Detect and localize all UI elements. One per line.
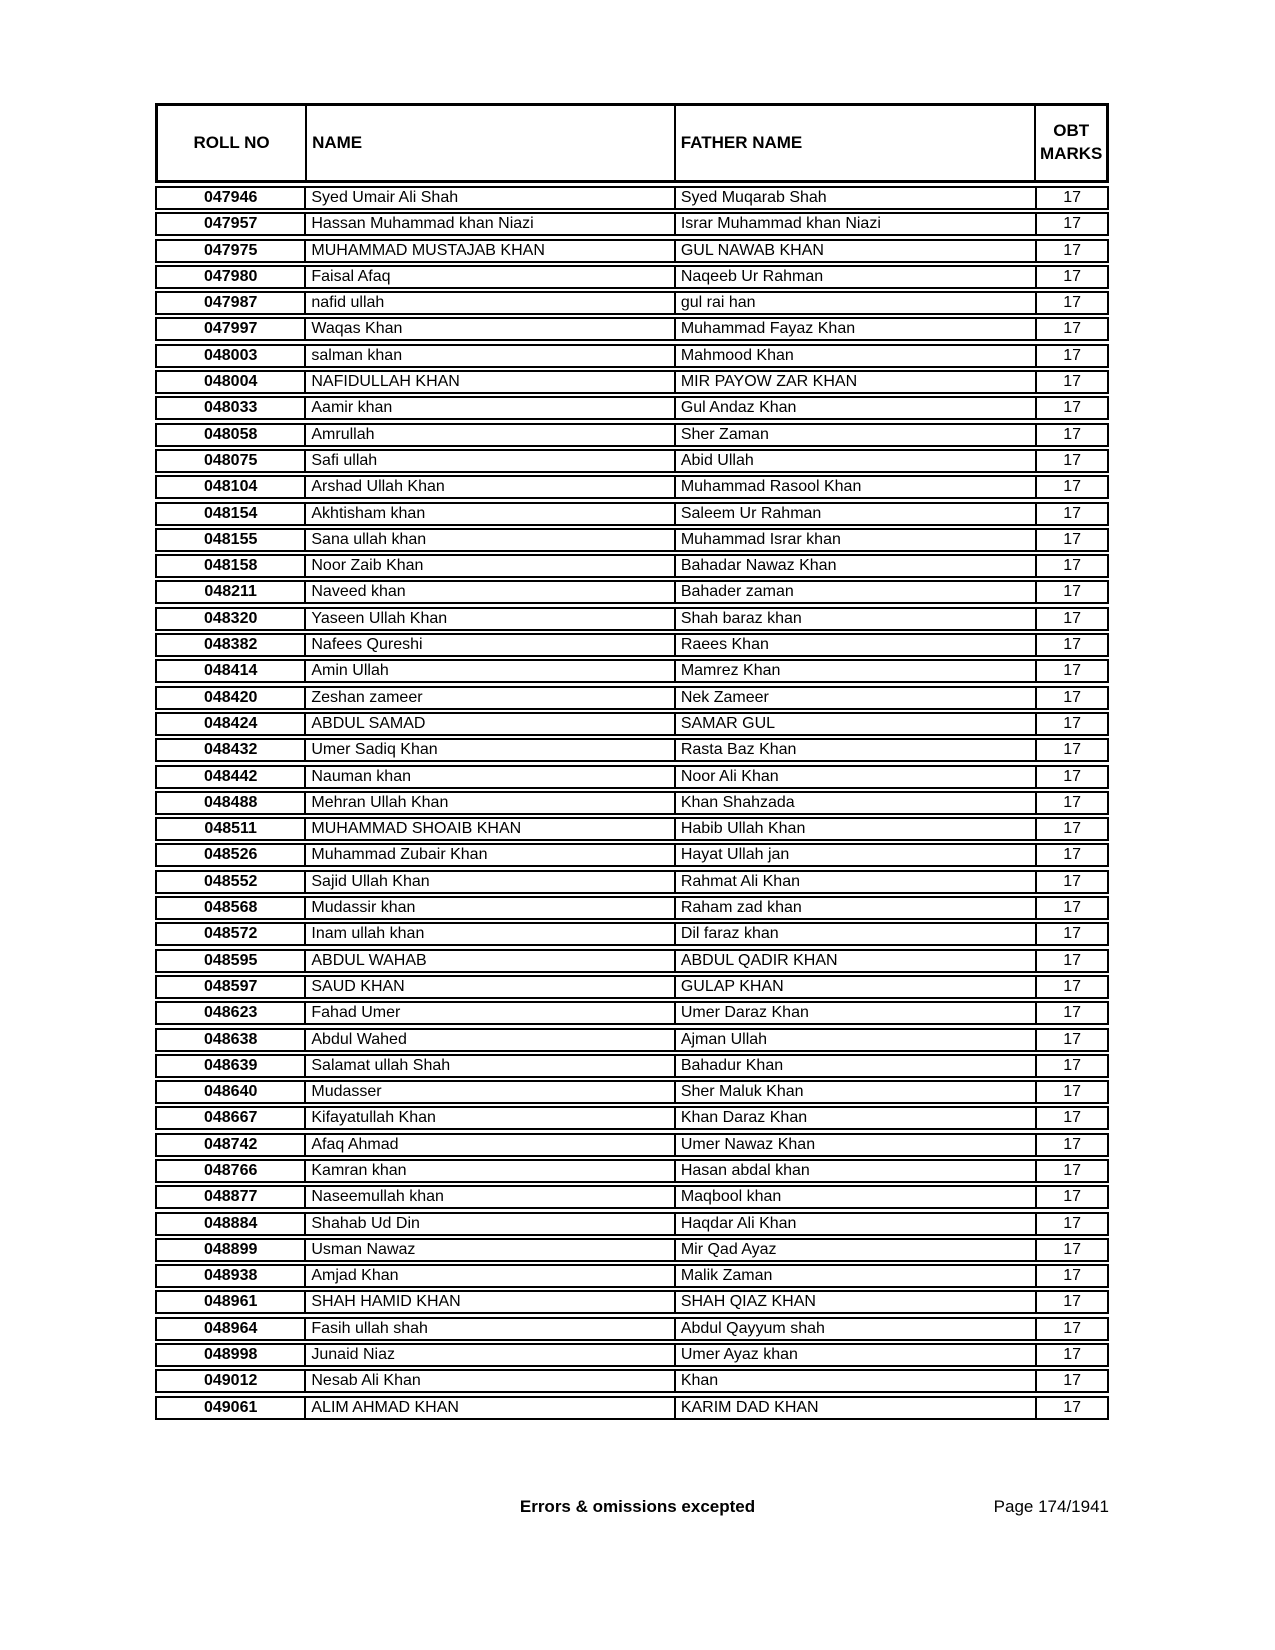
table-row	[155, 1264, 1109, 1288]
name-cell: Faisal Afaq	[304, 267, 673, 287]
father-name-cell: Umer Daraz Khan	[674, 1003, 1035, 1023]
page-number: Page 174/1941	[993, 1497, 1109, 1516]
father-name-cell: Muhammad Israr khan	[674, 530, 1035, 550]
obt-marks-cell: 17	[1035, 504, 1107, 524]
roll-no-cell: 048424	[203, 714, 258, 732]
obt-marks-cell: 17	[1035, 845, 1107, 865]
table-row	[155, 1238, 1109, 1262]
obt-marks-cell: 17	[1035, 1056, 1107, 1076]
roll-no-cell: 047987	[203, 294, 258, 312]
col-header-obt-marks: OBT MARKS	[1034, 106, 1106, 180]
name-cell: Waqas Khan	[304, 319, 673, 339]
table-row	[155, 449, 1109, 473]
roll-no-cell: 049012	[203, 1372, 258, 1390]
table-row	[155, 817, 1109, 841]
table-row	[155, 1343, 1109, 1367]
table-row	[155, 975, 1109, 999]
father-name-cell: gul rai han	[674, 293, 1035, 313]
roll-no-cell: 048442	[203, 767, 258, 785]
obt-marks-cell: 17	[1035, 372, 1107, 392]
roll-no-cell: 048667	[203, 1109, 258, 1127]
name-cell: Akhtisham khan	[304, 504, 673, 524]
name-cell: Safi ullah	[304, 451, 673, 471]
roll-no-cell: 048320	[203, 609, 258, 627]
obt-marks-cell: 17	[1035, 1319, 1107, 1339]
name-cell: salman khan	[304, 346, 673, 366]
father-name-cell: Habib Ullah Khan	[674, 819, 1035, 839]
name-cell: Nesab Ali Khan	[304, 1371, 673, 1391]
obt-marks-cell: 17	[1035, 556, 1107, 576]
table-header-row	[155, 103, 1109, 183]
obt-marks-cell: 17	[1035, 1266, 1107, 1286]
obt-marks-cell: 17	[1035, 451, 1107, 471]
father-name-cell: Khan Shahzada	[674, 793, 1035, 813]
father-name-cell: Noor Ali Khan	[674, 767, 1035, 787]
table-row	[155, 554, 1109, 578]
father-name-cell: Umer Nawaz Khan	[674, 1135, 1035, 1155]
table-row	[155, 370, 1109, 394]
father-name-cell: SHAH QIAZ KHAN	[674, 1292, 1035, 1312]
name-cell: Zeshan zameer	[304, 688, 673, 708]
father-name-cell: MIR PAYOW ZAR KHAN	[674, 372, 1035, 392]
name-cell: Kamran khan	[304, 1161, 673, 1181]
name-cell: Salamat ullah Shah	[304, 1056, 673, 1076]
table-row	[155, 659, 1109, 683]
table-row	[155, 186, 1109, 210]
name-cell: Aamir khan	[304, 398, 673, 418]
name-cell: Amjad Khan	[304, 1266, 673, 1286]
name-cell: Afaq Ahmad	[304, 1135, 673, 1155]
table-row	[155, 1028, 1109, 1052]
roll-no-cell: 049061	[203, 1398, 258, 1416]
name-cell: Muhammad Zubair Khan	[304, 845, 673, 865]
father-name-cell: Naqeeb Ur Rahman	[674, 267, 1035, 287]
name-cell: Umer Sadiq Khan	[304, 740, 673, 760]
roll-no-cell: 048938	[203, 1267, 258, 1285]
father-name-cell: Maqbool khan	[674, 1187, 1035, 1207]
name-cell: Shahab Ud Din	[304, 1214, 673, 1234]
name-cell: Nafees Qureshi	[304, 635, 673, 655]
obt-marks-cell: 17	[1035, 1371, 1107, 1391]
table-row	[155, 843, 1109, 867]
obt-marks-cell: 17	[1035, 293, 1107, 313]
father-name-cell: Hayat Ullah jan	[674, 845, 1035, 865]
obt-marks-cell: 17	[1035, 661, 1107, 681]
obt-marks-cell: 17	[1035, 1292, 1107, 1312]
name-cell: Mudassir khan	[304, 898, 673, 918]
roll-no-cell: 048552	[203, 872, 258, 890]
roll-no-cell: 048526	[203, 846, 258, 864]
father-name-cell: Syed Muqarab Shah	[674, 188, 1035, 208]
father-name-cell: Nek Zameer	[674, 688, 1035, 708]
table-row	[155, 396, 1109, 420]
obt-marks-cell: 17	[1035, 1345, 1107, 1365]
father-name-cell: Bahadur Khan	[674, 1056, 1035, 1076]
obt-marks-cell: 17	[1035, 1108, 1107, 1128]
roll-no-cell: 048155	[203, 530, 258, 548]
roll-no-cell: 048597	[203, 977, 258, 995]
name-cell: Mehran Ullah Khan	[304, 793, 673, 813]
table-body	[155, 186, 1109, 1420]
table-row	[155, 712, 1109, 736]
obt-marks-cell: 17	[1035, 872, 1107, 892]
obt-marks-cell: 17	[1035, 477, 1107, 497]
name-cell: Sajid Ullah Khan	[304, 872, 673, 892]
table-row	[155, 212, 1109, 236]
name-cell: Yaseen Ullah Khan	[304, 609, 673, 629]
table-row	[155, 607, 1109, 631]
table-row	[155, 791, 1109, 815]
father-name-cell: ABDUL QADIR KHAN	[674, 951, 1035, 971]
roll-no-cell: 048511	[204, 820, 257, 838]
roll-no-cell: 048058	[203, 425, 258, 443]
table-row	[155, 1159, 1109, 1183]
obt-marks-cell: 17	[1035, 214, 1107, 234]
name-cell: Inam ullah khan	[304, 924, 673, 944]
table-row	[155, 1133, 1109, 1157]
father-name-cell: Rasta Baz Khan	[674, 740, 1035, 760]
roll-no-cell: 048488	[203, 793, 258, 811]
obt-marks-cell: 17	[1035, 767, 1107, 787]
father-name-cell: Hasan abdal khan	[674, 1161, 1035, 1181]
roll-no-cell: 048004	[203, 373, 258, 391]
table-row	[155, 1054, 1109, 1078]
name-cell: Syed Umair Ali Shah	[304, 188, 673, 208]
father-name-cell: Sher Maluk Khan	[674, 1082, 1035, 1102]
father-name-cell: KARIM DAD KHAN	[674, 1398, 1035, 1418]
father-name-cell: Abdul Qayyum shah	[674, 1319, 1035, 1339]
col-header-roll-no: ROLL NO	[193, 133, 270, 152]
father-name-cell: Umer Ayaz khan	[674, 1345, 1035, 1365]
roll-no-cell: 048075	[203, 451, 258, 469]
name-cell: Amrullah	[304, 425, 673, 445]
table-row	[155, 291, 1109, 315]
table-row	[155, 265, 1109, 289]
roll-no-cell: 048766	[203, 1161, 258, 1179]
roll-no-cell: 048003	[203, 346, 258, 364]
obt-marks-cell: 17	[1035, 1161, 1107, 1181]
obt-marks-cell: 17	[1035, 319, 1107, 339]
roll-no-cell: 048595	[203, 951, 258, 969]
table-row	[155, 633, 1109, 657]
name-cell: Naseemullah khan	[304, 1187, 673, 1207]
roll-no-cell: 048414	[203, 662, 258, 680]
table-row	[155, 765, 1109, 789]
name-cell: SAUD KHAN	[304, 977, 673, 997]
obt-marks-cell: 17	[1035, 898, 1107, 918]
roll-no-cell: 048964	[203, 1319, 258, 1337]
obt-marks-cell: 17	[1035, 398, 1107, 418]
obt-marks-cell: 17	[1035, 582, 1107, 602]
table-row	[155, 344, 1109, 368]
name-cell: nafid ullah	[304, 293, 673, 313]
roll-no-cell: 048033	[203, 399, 258, 417]
father-name-cell: Malik Zaman	[674, 1266, 1035, 1286]
obt-marks-cell: 17	[1035, 1030, 1107, 1050]
name-cell: Nauman khan	[304, 767, 673, 787]
table-row	[155, 1317, 1109, 1341]
father-name-cell: Shah baraz khan	[674, 609, 1035, 629]
name-cell: Usman Nawaz	[304, 1240, 673, 1260]
obt-marks-cell: 17	[1035, 951, 1107, 971]
father-name-cell: Ajman Ullah	[674, 1030, 1035, 1050]
roll-no-cell: 048877	[203, 1188, 258, 1206]
obt-marks-cell: 17	[1035, 1082, 1107, 1102]
name-cell: Sana ullah khan	[304, 530, 673, 550]
roll-no-cell: 048154	[203, 504, 258, 522]
roll-no-cell: 048382	[203, 636, 258, 654]
roll-no-cell: 048899	[203, 1240, 258, 1258]
name-cell: ABDUL WAHAB	[304, 951, 673, 971]
name-cell: Amin Ullah	[304, 661, 673, 681]
father-name-cell: Haqdar Ali Khan	[674, 1214, 1035, 1234]
table-row	[155, 1185, 1109, 1209]
col-header-father-name: FATHER NAME	[674, 106, 1035, 180]
roll-no-cell: 048432	[203, 741, 258, 759]
footer-note: Errors & omissions excepted	[519, 1497, 756, 1516]
father-name-cell: Dil faraz khan	[674, 924, 1035, 944]
obt-marks-cell: 17	[1035, 1214, 1107, 1234]
name-cell: Kifayatullah Khan	[304, 1108, 673, 1128]
roll-no-cell: 047946	[203, 189, 258, 206]
name-cell: Mudasser	[304, 1082, 673, 1102]
father-name-cell: Muhammad Rasool Khan	[674, 477, 1035, 497]
name-cell: ALIM AHMAD KHAN	[304, 1398, 673, 1418]
obt-marks-cell: 17	[1035, 609, 1107, 629]
father-name-cell: Raees Khan	[674, 635, 1035, 655]
table-row	[155, 1001, 1109, 1025]
obt-marks-cell: 17	[1035, 819, 1107, 839]
name-cell: MUHAMMAD SHOAIB KHAN	[304, 819, 673, 839]
table-row	[155, 528, 1109, 552]
table-row	[155, 1080, 1109, 1104]
table-row	[155, 239, 1109, 263]
obt-marks-cell: 17	[1035, 1240, 1107, 1260]
roll-no-cell: 048568	[203, 899, 258, 917]
roll-no-cell: 048998	[203, 1346, 258, 1364]
name-cell: Junaid Niaz	[304, 1345, 673, 1365]
name-cell: Abdul Wahed	[304, 1030, 673, 1050]
name-cell: ABDUL SAMAD	[304, 714, 673, 734]
obt-marks-cell: 17	[1035, 188, 1107, 208]
obt-marks-cell: 17	[1035, 1003, 1107, 1023]
roll-no-cell: 048639	[203, 1056, 258, 1074]
father-name-cell: Raham zad khan	[674, 898, 1035, 918]
table-row	[155, 423, 1109, 447]
name-cell: Naveed khan	[304, 582, 673, 602]
table-row	[155, 896, 1109, 920]
father-name-cell: Khan	[674, 1371, 1035, 1391]
table-row	[155, 1369, 1109, 1393]
father-name-cell: GUL NAWAB KHAN	[674, 241, 1035, 261]
roll-no-cell: 048211	[204, 583, 257, 601]
roll-no-cell: 047997	[203, 320, 258, 338]
roll-no-cell: 048742	[203, 1135, 258, 1153]
obt-marks-cell: 17	[1035, 1187, 1107, 1207]
obt-marks-cell: 17	[1035, 346, 1107, 366]
name-cell: SHAH HAMID KHAN	[304, 1292, 673, 1312]
father-name-cell: GULAP KHAN	[674, 977, 1035, 997]
roll-no-cell: 048961	[203, 1293, 258, 1311]
roll-no-cell: 048420	[203, 688, 258, 706]
table-row	[155, 317, 1109, 341]
obt-marks-cell: 17	[1035, 924, 1107, 944]
father-name-cell: Bahadar Nawaz Khan	[674, 556, 1035, 576]
father-name-cell: Mamrez Khan	[674, 661, 1035, 681]
roll-no-cell: 047975	[203, 241, 258, 259]
name-cell: MUHAMMAD MUSTAJAB KHAN	[304, 241, 673, 261]
name-cell: Fasih ullah shah	[304, 1319, 673, 1339]
obt-marks-cell: 17	[1035, 1398, 1107, 1418]
roll-no-cell: 048884	[203, 1214, 258, 1232]
name-cell: Hassan Muhammad khan Niazi	[304, 214, 673, 234]
obt-marks-cell: 17	[1035, 425, 1107, 445]
table-row	[155, 870, 1109, 894]
table-row	[155, 475, 1109, 499]
father-name-cell: Gul Andaz Khan	[674, 398, 1035, 418]
name-cell: Arshad Ullah Khan	[304, 477, 673, 497]
roll-no-cell: 047957	[203, 215, 258, 233]
table-row	[155, 949, 1109, 973]
table-row	[155, 1290, 1109, 1314]
father-name-cell: Sher Zaman	[674, 425, 1035, 445]
father-name-cell: Saleem Ur Rahman	[674, 504, 1035, 524]
father-name-cell: Israr Muhammad khan Niazi	[674, 214, 1035, 234]
obt-marks-cell: 17	[1035, 241, 1107, 261]
father-name-cell: Khan Daraz Khan	[674, 1108, 1035, 1128]
table-row	[155, 686, 1109, 710]
col-header-name: NAME	[305, 106, 674, 180]
table-row	[155, 1106, 1109, 1130]
father-name-cell: Rahmat Ali Khan	[674, 872, 1035, 892]
father-name-cell: Mir Qad Ayaz	[674, 1240, 1035, 1260]
father-name-cell: Muhammad Fayaz Khan	[674, 319, 1035, 339]
obt-marks-cell: 17	[1035, 635, 1107, 655]
name-cell: NAFIDULLAH KHAN	[304, 372, 673, 392]
table-row	[155, 502, 1109, 526]
table-row	[155, 922, 1109, 946]
table-row	[155, 738, 1109, 762]
obt-marks-cell: 17	[1035, 793, 1107, 813]
obt-marks-cell: 17	[1035, 740, 1107, 760]
father-name-cell: Mahmood Khan	[674, 346, 1035, 366]
obt-marks-cell: 17	[1035, 977, 1107, 997]
roll-no-cell: 048640	[203, 1083, 258, 1101]
table-row	[155, 580, 1109, 604]
father-name-cell: SAMAR GUL	[674, 714, 1035, 734]
roll-no-cell: 048638	[203, 1030, 258, 1048]
father-name-cell: Abid Ullah	[674, 451, 1035, 471]
name-cell: Noor Zaib Khan	[304, 556, 673, 576]
results-table	[155, 103, 1109, 1422]
roll-no-cell: 048623	[203, 1004, 258, 1022]
table-row	[155, 1396, 1109, 1420]
roll-no-cell: 048104	[203, 478, 258, 496]
father-name-cell: Bahader zaman	[674, 582, 1035, 602]
roll-no-cell: 047980	[203, 267, 258, 285]
obt-marks-cell: 17	[1035, 688, 1107, 708]
obt-marks-cell: 17	[1035, 267, 1107, 287]
table-row	[155, 1212, 1109, 1236]
obt-marks-cell: 17	[1035, 714, 1107, 734]
obt-marks-cell: 17	[1035, 1135, 1107, 1155]
roll-no-cell: 048158	[203, 557, 258, 575]
roll-no-cell: 048572	[203, 925, 258, 943]
obt-marks-cell: 17	[1035, 530, 1107, 550]
name-cell: Fahad Umer	[304, 1003, 673, 1023]
